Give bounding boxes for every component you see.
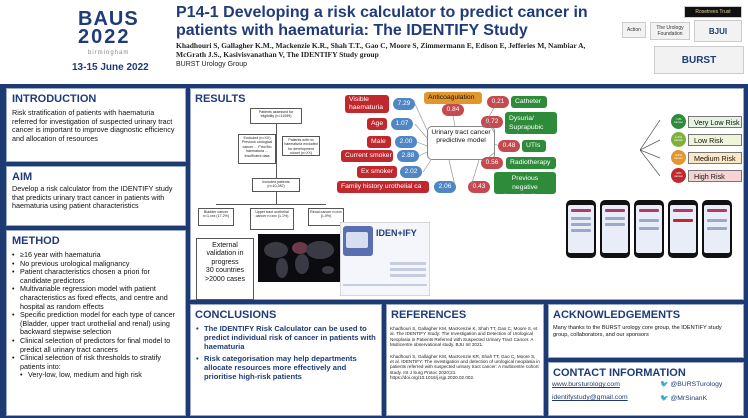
predictor-value: 2.00: [395, 136, 417, 148]
poster-header: [0, 0, 748, 84]
twitter-handle-text: @BURSTurology: [670, 381, 723, 388]
baus-year: 2022: [78, 26, 131, 48]
world-map-image: [258, 234, 340, 282]
reference-item: Khadhouri S, Gallagher KM, MacKenzie K, Shah TT, Gao C, Moore S, et al. The IDENTIFY Study: The Investigation and Detection of Urological Neoplasia in Patients Referred with Suspected Urinary Tract Cancer. A Multicentre observational study. BJU Int 2021.: [390, 326, 538, 348]
risk-threshold-circle: <1% cancer: [671, 114, 686, 129]
introduction-title: INTRODUCTION: [12, 93, 97, 105]
results-title: RESULTS: [195, 93, 246, 105]
author-list: Khadhouri S, Gallagher K.M., Mackenzie K.R., Shah T.T., Gao C, Moore S, Zimmermann E, Edison E, Jefferies M, Nambiar A, McGrath J.S., Kasivisvanathan V, The IDENTIFY Study group: [176, 41, 586, 59]
ext-line: 30 countries: [205, 267, 245, 275]
external-validation-box: [196, 238, 254, 300]
method-item: • Multivariable regression model with patient characteristics as fixed effects, and centre and hospital as random effects: [12, 285, 182, 311]
acknowledgements-panel: [548, 304, 744, 358]
email-link[interactable]: identifystudy@gmail.com: [552, 394, 628, 401]
conclusions-list: [196, 324, 376, 383]
predictor-value: 0.56: [481, 157, 503, 169]
risk-very-low: Very Low Risk: [688, 116, 742, 128]
predictor-previous-negative: Previous negative investigations: [494, 172, 556, 194]
flow-connector: [276, 124, 277, 178]
flow-uttc: Upper tract urothelial cancer n=xxx (1.1%): [250, 208, 294, 230]
flow-connector: [276, 192, 277, 204]
phone-screenshot: [566, 200, 596, 258]
app-banner-text: IDEN+IFY: [376, 228, 417, 238]
rosetrees-logo: Rosetrees Trust: [684, 6, 742, 18]
predictor-value: 0.21: [487, 96, 509, 108]
ext-line: External: [212, 242, 238, 249]
acknowledgements-title: ACKNOWLEDGEMENTS: [553, 309, 681, 321]
predictor-value: 0.72: [481, 116, 503, 128]
predictor-family-history: Family history urothelial ca: [337, 181, 429, 193]
conference-dates: 13-15 June 2022: [72, 62, 149, 73]
action-logo: Action: [622, 22, 646, 38]
method-item: • No previous urological malignancy: [12, 260, 182, 269]
method-item: • Clinical selection of risk thresholds to stratify patients into:: [12, 354, 182, 371]
predictor-male: Male: [367, 136, 391, 148]
poster-title: P14-1 Developing a risk calculator to predict cancer in patients with haematuria: The IDENTIFY Study: [176, 4, 588, 39]
method-panel: [6, 230, 186, 416]
predictor-value: 0.84: [442, 104, 464, 116]
risk-threshold-circle: >8% cancer: [671, 168, 686, 183]
twitter-icon: 🐦: [660, 395, 669, 402]
twitter-handle-text: @MrSinanK: [670, 395, 708, 402]
contact-panel: [548, 362, 744, 416]
flow-included: Included patients (n=10,282): [252, 178, 300, 192]
risk-threshold-circle: 1-3% cancer: [671, 132, 686, 147]
phone-screenshot: [668, 200, 698, 258]
risk-low: Low Risk: [688, 134, 742, 146]
predictor-current-smoker: Current smoker: [341, 150, 393, 162]
method-item: • Very-low, low, medium and high risk: [20, 371, 182, 380]
predictive-model-box: Urinary tract cancer predictive model: [427, 126, 495, 160]
predictor-value: 2.06: [434, 181, 456, 193]
method-list: [12, 251, 182, 380]
baus-logo: [78, 8, 158, 56]
aim-text: Develop a risk calculator from the IDENTIFY study that predicts urinary tract cancer in patients with haematuria using patient characteristics: [12, 184, 173, 211]
predictor-age: Age: [367, 118, 387, 130]
twitter-handle[interactable]: [660, 380, 722, 388]
predictor-value: 0.48: [498, 140, 520, 152]
risk-medium: Medium Risk: [688, 152, 742, 164]
urology-foundation-logo: The Urology Foundation: [650, 22, 690, 40]
predictor-value: 1.07: [391, 118, 413, 130]
predictor-anticoagulation: Anticoagulation: [424, 92, 482, 104]
baus-wordmark: BAUS: [78, 8, 139, 30]
website-link[interactable]: www.bursturology.com: [552, 381, 620, 388]
predictor-value: 2.88: [397, 150, 419, 162]
method-item: • Clinical selection of predictors for final model to predict all urinary tract cancers: [12, 337, 182, 354]
flow-renal: Renal cancer n=xxx (1.0%): [308, 208, 344, 226]
risk-high: High Risk: [688, 170, 742, 182]
acknowledgements-text: Many thanks to the BURST urology core group, the IDENTIFY study group, collaborators, and our sponsors: [553, 325, 722, 338]
flow-connector: [216, 204, 326, 205]
bjui-logo: BJUI: [694, 20, 742, 42]
conclusions-title: CONCLUSIONS: [195, 309, 277, 321]
predictor-radiotherapy: Radiotherapy: [506, 157, 556, 169]
predictor-value: 0.43: [468, 181, 490, 193]
introduction-panel: [6, 88, 186, 162]
references-list: [390, 326, 540, 381]
references-title: REFERENCES: [391, 309, 467, 321]
aim-title: AIM: [12, 171, 33, 183]
aim-panel: [6, 166, 186, 226]
burst-logo: BURST: [654, 46, 744, 74]
flow-development: Patients with no haematuria excluded for development cohort (n=XX): [282, 136, 320, 156]
method-item: • Patient characteristics chosen a priori for candidate predictors: [12, 268, 182, 285]
twitter-handle[interactable]: [660, 394, 707, 402]
reference-item: Khadhouri S, Gallagher KM, MacKenzie KR, Shah TT, Gao C, Moore S, et al. IDENTIFY: The investigation and detection of urological neoplasia in patients referred with suspected urinary tract cancer: A multicentre cohort study. Int J Surg Protoc 2020;21. https://doi.org/10.1016/j.isjp.2020.02.002.: [390, 353, 540, 381]
baus-city: birmingham: [88, 50, 130, 56]
predictor-utis: UTIs: [522, 140, 546, 152]
flow-excluded: Excluded (n=XX) Previous urological cancer ... Prior/No haematuria ... Insufficient data: [238, 134, 276, 164]
contact-title: CONTACT INFORMATION: [553, 367, 686, 379]
predictor-visible-haematuria: Visible haematuria: [345, 95, 389, 113]
phone-screenshot: [634, 200, 664, 258]
predictor-connectors: [415, 100, 505, 195]
predictor-value: 2.02: [400, 166, 422, 178]
conclusion-item: • The IDENTIFY Risk Calculator can be used to predict individual risk of cancer in patients with haematuria: [196, 324, 376, 352]
method-item: • ≥16 year with haematuria: [12, 251, 182, 260]
ext-line: progress: [211, 258, 239, 266]
predictor-catheter: Catheter: [511, 96, 547, 108]
predictor-value: 7.29: [393, 98, 415, 110]
flow-bladder: Bladder cancer n=1,xxx (17.2%): [198, 208, 234, 226]
flow-screened: Patients assessed for eligibility (n=11059): [250, 108, 302, 124]
conclusion-item: • Risk categorisation may help departments allocate resources more effectively and prioritise high-risk patients: [196, 354, 376, 382]
phone-screenshot: [702, 200, 732, 258]
introduction-text: Risk stratification of patients with haematuria referred for investigation of suspected urinary tract cancer is important to improve diagnostic efficiency and allocation of resources: [12, 108, 175, 143]
risk-arrows: [640, 110, 670, 190]
ext-line: validation in: [206, 250, 244, 258]
predictor-ex-smoker: Ex smoker: [357, 166, 397, 178]
predictor-dysuria: Dysuria/ Suprapubic pain: [505, 112, 557, 134]
method-item: • Specific prediction model for each type of cancer (Bladder, upper tract urothelial and renal) using backward stepwise selection: [12, 311, 182, 337]
method-title: METHOD: [12, 235, 60, 247]
twitter-icon: 🐦: [660, 381, 669, 388]
risk-threshold-circle: 3-8% cancer: [671, 150, 686, 165]
ext-line: >2000 cases: [205, 275, 245, 283]
group-name: BURST Urology Group: [176, 61, 248, 68]
phone-screenshot: [600, 200, 630, 258]
